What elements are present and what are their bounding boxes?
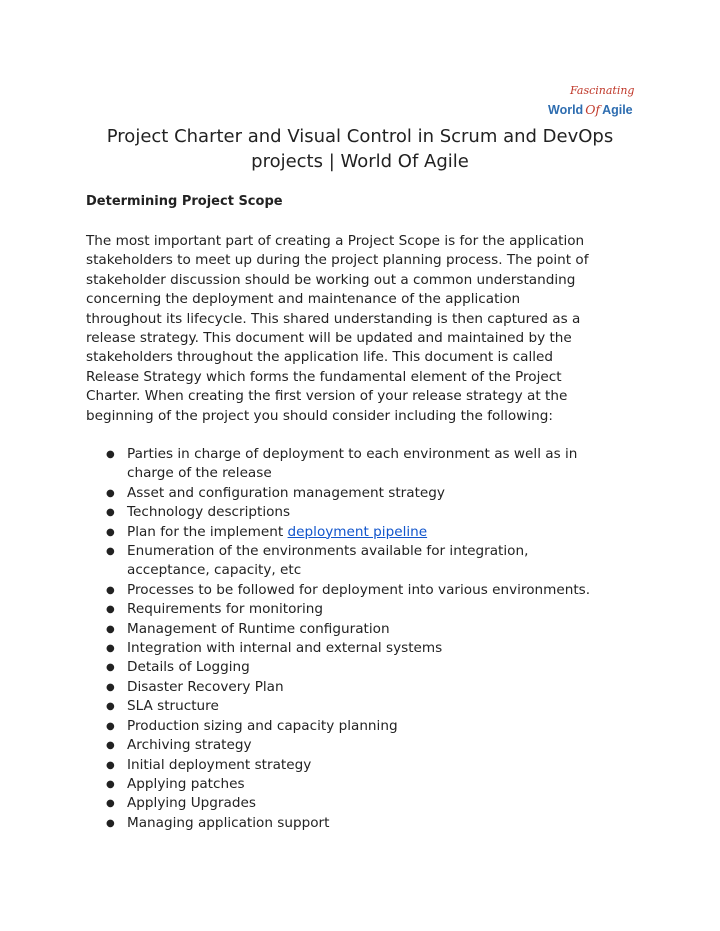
list-item-text: Requirements for monitoring [127, 601, 324, 618]
list-item [86, 542, 646, 581]
list-item [86, 775, 646, 794]
logo-of: Of [585, 102, 601, 117]
bullet-icon: ● [106, 759, 115, 771]
paragraph-line: stakeholder discussion should be working out a common understanding [86, 271, 576, 288]
bullet-icon: ● [106, 662, 115, 674]
list-item-text: Processes to be followed for deployment into various environments. [127, 581, 591, 598]
list-item-text: Enumeration of the environments available for integration, [127, 543, 529, 560]
list-item-text: Asset and configuration management strategy [127, 484, 445, 501]
bullet-icon: ● [106, 623, 115, 635]
list-item-text: Managing application support [127, 814, 330, 831]
considerations-list [86, 445, 646, 833]
list-item [86, 445, 646, 484]
paragraph-line: release strategy. This document will be updated and maintained by the [86, 330, 572, 347]
paragraph-line: Release Strategy which forms the fundamental element of the Project [86, 368, 562, 385]
world-of-agile-logo [546, 84, 636, 124]
list-item [86, 736, 646, 755]
bullet-icon: ● [106, 604, 115, 616]
bullet-icon: ● [106, 740, 115, 752]
list-item [86, 814, 646, 833]
paragraph-line: The most important part of creating a Project Scope is for the application [86, 233, 585, 249]
document-title [60, 124, 660, 174]
list-item [86, 581, 646, 600]
intro-paragraph [86, 232, 646, 426]
list-item [86, 756, 646, 775]
bullet-icon: ● [106, 817, 115, 829]
bullet-icon: ● [106, 798, 115, 810]
bullet-icon: ● [106, 701, 115, 713]
list-item-text-continued: acceptance, capacity, etc [127, 562, 302, 579]
list-item-prefix: Plan for the implement [127, 523, 288, 540]
section-heading: Determining Project Scope [86, 194, 283, 209]
list-item [86, 697, 646, 716]
deployment-pipeline-link[interactable]: deployment pipeline [287, 523, 428, 540]
list-item-text: Disaster Recovery Plan [127, 678, 284, 695]
bullet-icon: ● [106, 507, 115, 519]
list-item-text [127, 523, 646, 542]
list-item-text: Archiving strategy [127, 737, 252, 754]
list-item [86, 794, 646, 813]
bullet-icon: ● [106, 487, 115, 499]
bullet-icon: ● [106, 546, 115, 558]
bullet-icon: ● [106, 584, 115, 596]
title-line-2: projects | World Of Agile [251, 151, 469, 172]
bullet-icon: ● [106, 681, 115, 693]
logo-wordmark [548, 102, 633, 117]
list-item [86, 658, 646, 677]
list-item-text-continued: charge of the release [127, 465, 272, 482]
list-item-text: Technology descriptions [127, 504, 291, 521]
bullet-icon: ● [106, 449, 115, 460]
list-item [86, 717, 646, 736]
list-item-text: Management of Runtime configuration [127, 620, 390, 637]
paragraph-line: stakeholders throughout the application life. This document is called [86, 349, 553, 366]
list-item [86, 484, 646, 503]
paragraph-line: concerning the deployment and maintenance of the application [86, 291, 521, 308]
list-item-text: Integration with internal and external systems [127, 640, 443, 657]
bullet-icon: ● [106, 778, 115, 790]
list-item [86, 600, 646, 619]
list-item-text: SLA structure [127, 698, 219, 715]
paragraph-line: Charter. When creating the first version of your release strategy at the [86, 388, 568, 405]
bullet-icon: ● [106, 526, 115, 538]
list-item [86, 639, 646, 658]
list-item [86, 503, 646, 522]
bullet-icon: ● [106, 720, 115, 732]
list-item-text: Production sizing and capacity planning [127, 717, 398, 734]
list-item-text: Initial deployment strategy [127, 756, 312, 773]
list-item [86, 523, 646, 542]
logo-agile: Agile [602, 103, 633, 117]
logo-world: World [548, 103, 584, 117]
paragraph-line: beginning of the project you should consider including the following: [86, 407, 553, 424]
list-item-text: Applying Upgrades [127, 795, 256, 812]
paragraph-line: throughout its lifecycle. This shared understanding is then captured as a [86, 310, 581, 327]
list-item [86, 678, 646, 697]
list-item-text: Details of Logging [127, 659, 250, 676]
list-item-text: Parties in charge of deployment to each environment as well as in [127, 446, 578, 462]
logo-tagline: Fascinating [570, 84, 635, 97]
list-item-text: Applying patches [127, 775, 245, 792]
list-item [86, 620, 646, 639]
title-line-1: Project Charter and Visual Control in Scrum and DevOps [106, 126, 614, 147]
bullet-icon: ● [106, 643, 115, 655]
paragraph-line: stakeholders to meet up during the project planning process. The point of [86, 252, 589, 269]
